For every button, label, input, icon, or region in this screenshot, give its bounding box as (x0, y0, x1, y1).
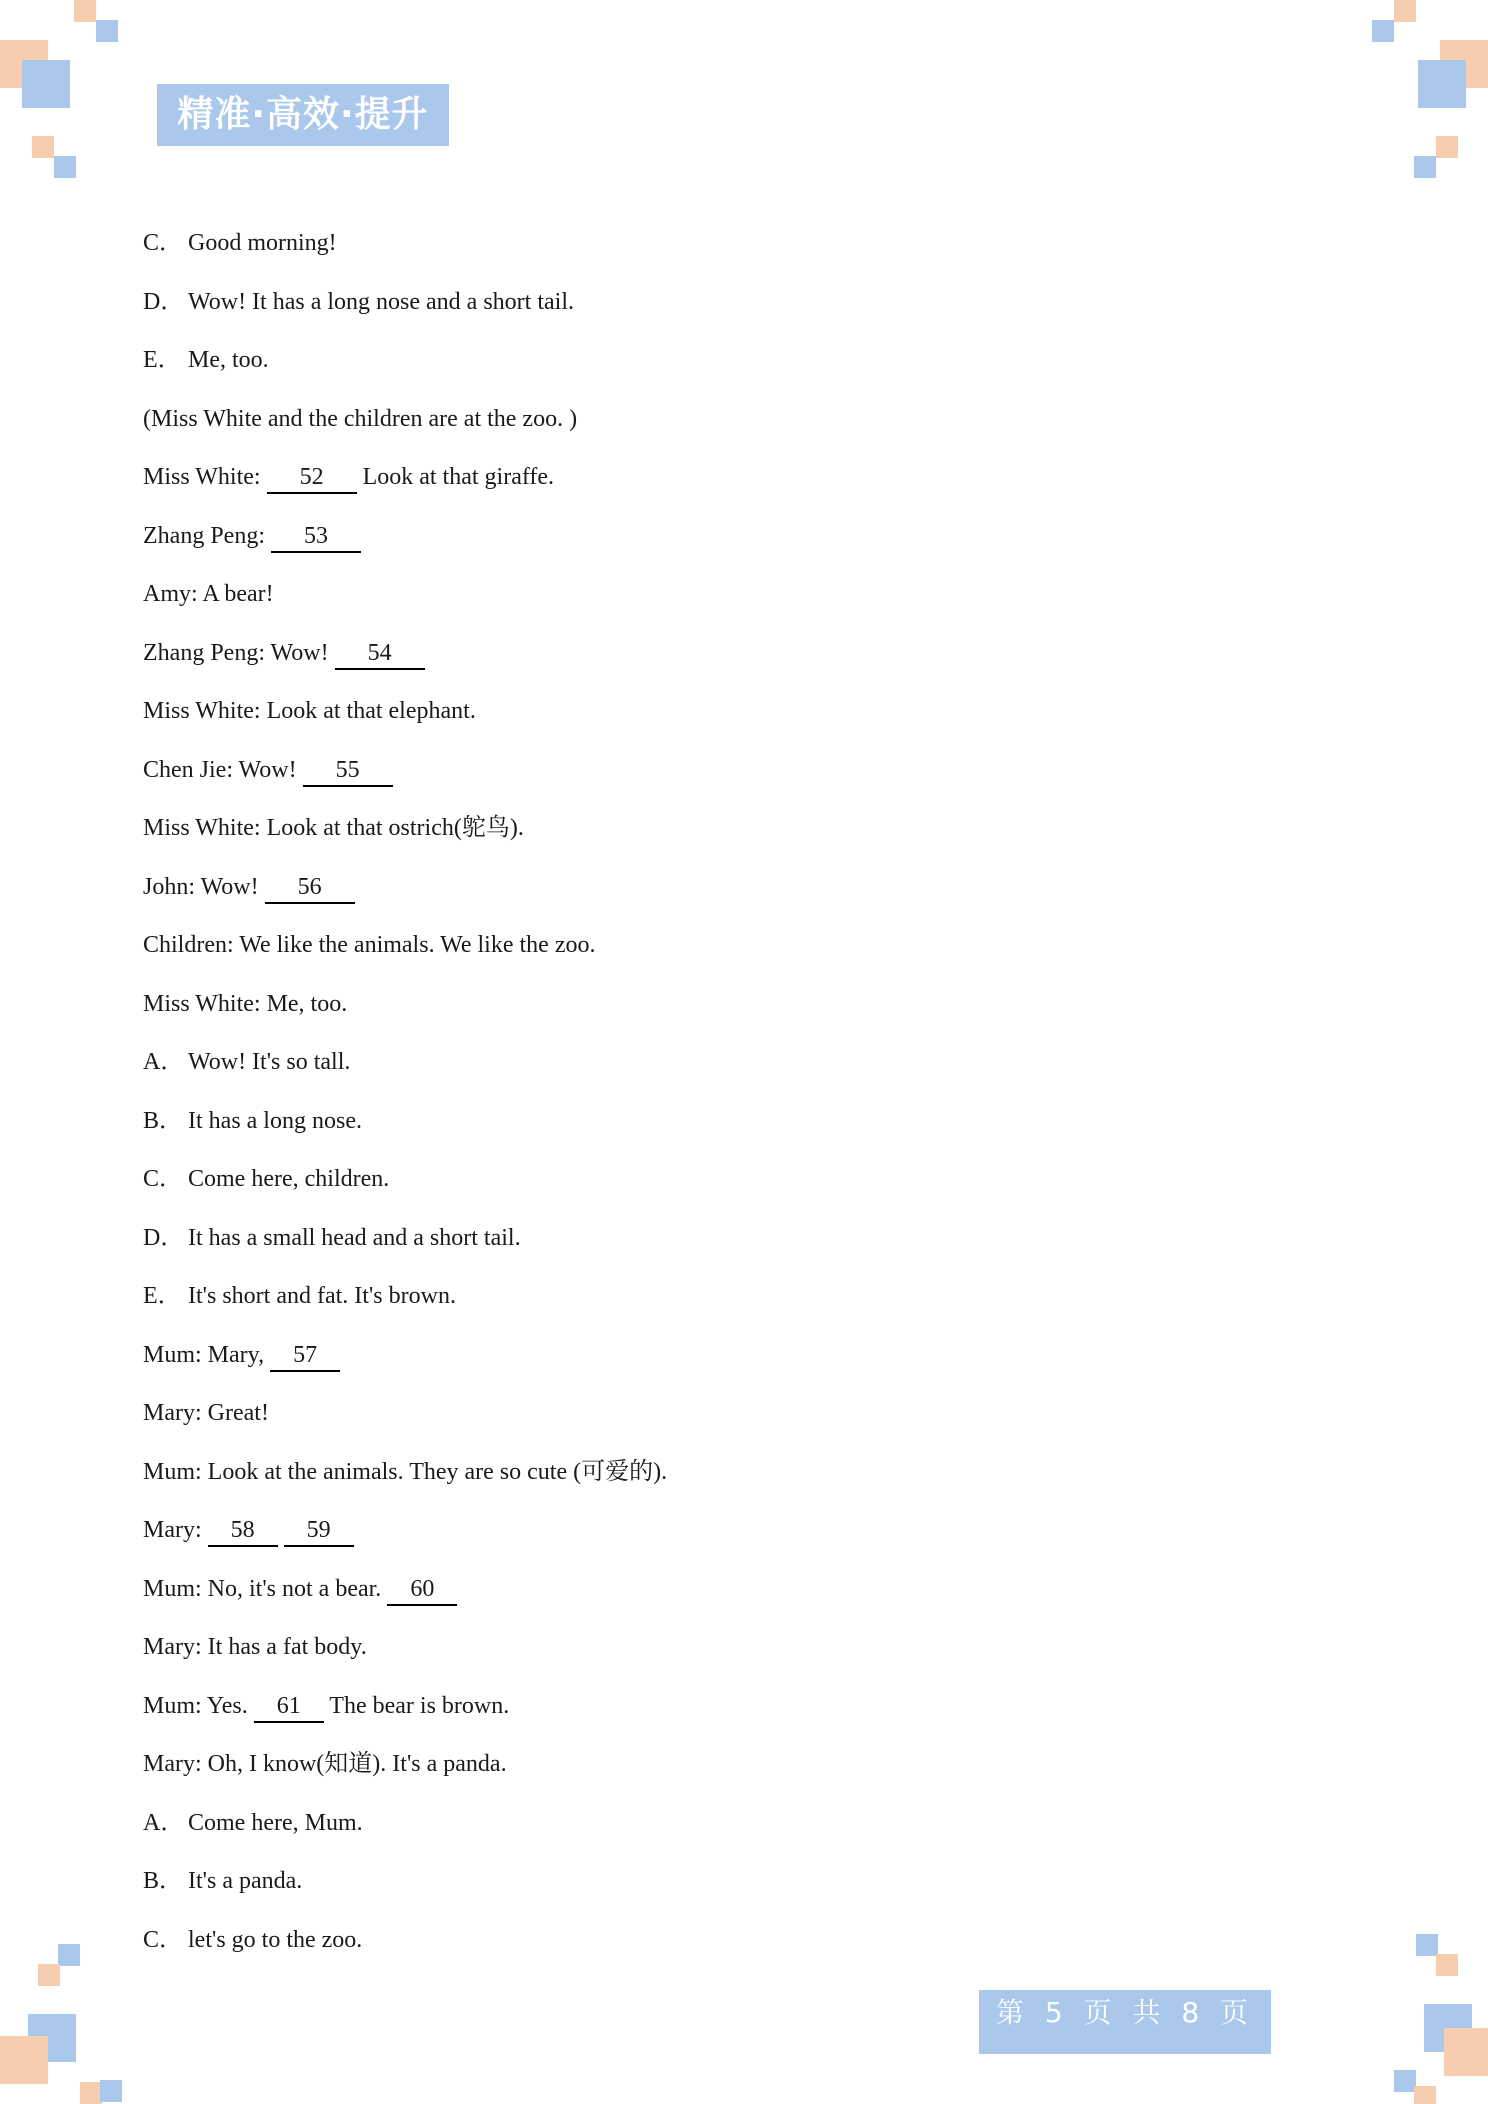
document-body (143, 218, 1343, 1973)
option-text: Good morning! (188, 230, 337, 256)
option-letter: D． (143, 1224, 185, 1251)
dialogue-line-with-blank (143, 1330, 1343, 1389)
dialogue-text: Mary: Great! (143, 1400, 269, 1426)
dialogue-text: Children: We like the animals. We like the zoo. (143, 932, 596, 958)
dialogue-text: Miss White: Look at that ostrich(鸵鸟). (143, 815, 524, 841)
answer-option (143, 1798, 1343, 1857)
answer-option (143, 1856, 1343, 1915)
dialogue-line-with-blanks (143, 1505, 1343, 1564)
dialogue-line-with-blank (143, 452, 1343, 511)
dialogue-line (143, 569, 1343, 628)
answer-option (143, 1271, 1343, 1330)
option-text: Me, too. (188, 347, 269, 373)
answer-option (143, 1915, 1343, 1974)
dialogue-text: Mum: No, it's not a bear. (143, 1575, 388, 1602)
dialogue-text: Look at that giraffe. (356, 464, 555, 490)
dialogue-text: Mum: Mary, (143, 1341, 271, 1368)
answer-option (143, 335, 1343, 394)
answer-blank: 56 (265, 872, 355, 904)
answer-blank: 55 (303, 755, 393, 787)
header-banner: 精准·高效·提升 (157, 84, 449, 146)
dialogue-line-with-blank (143, 862, 1343, 921)
dialogue-text: Mary: Oh, I know(知道). It's a panda. (143, 1751, 507, 1777)
dialogue-text: Zhang Peng: (143, 522, 271, 549)
option-text: It has a small head and a short tail. (188, 1224, 521, 1251)
dialogue-text: (Miss White and the children are at the zoo. ) (143, 405, 578, 432)
option-text: Come here, children. (188, 1166, 390, 1192)
dialogue-text: Mum: Look at the animals. They are so cute (可爱的). (143, 1458, 668, 1485)
dialogue-line-with-blank (143, 1564, 1343, 1623)
dialogue-line-with-blank (143, 628, 1343, 687)
dialogue-text: The bear is brown. (323, 1692, 510, 1719)
dialogue-text: Miss White: Look at that elephant. (143, 698, 476, 724)
dialogue-line (143, 686, 1343, 745)
option-letter: C． (143, 1166, 184, 1192)
option-text: Come here, Mum. (188, 1809, 363, 1836)
option-text: Wow! It's so tall. (188, 1049, 351, 1075)
dialogue-line-with-blank (143, 511, 1343, 570)
option-letter: C． (143, 1926, 184, 1953)
dialogue-line-with-blank (143, 1681, 1343, 1740)
option-letter: A． (143, 1049, 185, 1075)
dialogue-text: Chen Jie: Wow! (143, 756, 303, 783)
answer-blank: 59 (284, 1515, 354, 1547)
dialogue-line-with-blank (143, 745, 1343, 804)
option-letter: C． (143, 230, 184, 256)
dialogue-text: Amy: A bear! (143, 581, 274, 607)
dialogue-text: John: Wow! (143, 873, 265, 900)
answer-blank: 61 (254, 1691, 324, 1723)
page-number-label: 第 5 页 共 8 页 (979, 1990, 1271, 2054)
dialogue-line (143, 979, 1343, 1038)
option-letter: B． (143, 1107, 184, 1134)
option-letter: B． (143, 1868, 184, 1894)
dialogue-text: Mum: Yes. (143, 1692, 254, 1719)
dialogue-text: Zhang Peng: Wow! (143, 639, 335, 666)
dialogue-text: Miss White: Me, too. (143, 990, 348, 1017)
answer-blank: 60 (387, 1574, 457, 1606)
dialogue-text: Mary: It has a fat body. (143, 1634, 367, 1660)
answer-option (143, 277, 1343, 336)
dialogue-line (143, 1739, 1343, 1798)
answer-blank: 54 (335, 638, 425, 670)
option-text: Wow! It has a long nose and a short tail. (188, 288, 574, 315)
answer-option (143, 1037, 1343, 1096)
option-letter: A． (143, 1809, 185, 1836)
option-letter: E． (143, 1283, 182, 1309)
option-text: let's go to the zoo. (188, 1926, 363, 1953)
dialogue-line (143, 394, 1343, 453)
dialogue-line (143, 1622, 1343, 1681)
dialogue-text: Miss White: (143, 464, 267, 490)
answer-blank: 57 (270, 1340, 340, 1372)
dialogue-line (143, 803, 1343, 862)
answer-option (143, 1154, 1343, 1213)
answer-blank: 53 (271, 521, 361, 553)
option-text: It's short and fat. It's brown. (188, 1283, 456, 1309)
option-text: It's a panda. (188, 1868, 303, 1894)
dialogue-line (143, 1447, 1343, 1506)
answer-option (143, 1213, 1343, 1272)
option-text: It has a long nose. (188, 1107, 362, 1134)
answer-blank: 58 (208, 1515, 278, 1547)
answer-option (143, 218, 1343, 277)
option-letter: D． (143, 288, 185, 315)
option-letter: E． (143, 347, 182, 373)
dialogue-line (143, 920, 1343, 979)
answer-option (143, 1096, 1343, 1155)
answer-blank: 52 (267, 462, 357, 494)
dialogue-text: Mary: (143, 1517, 208, 1543)
dialogue-line (143, 1388, 1343, 1447)
